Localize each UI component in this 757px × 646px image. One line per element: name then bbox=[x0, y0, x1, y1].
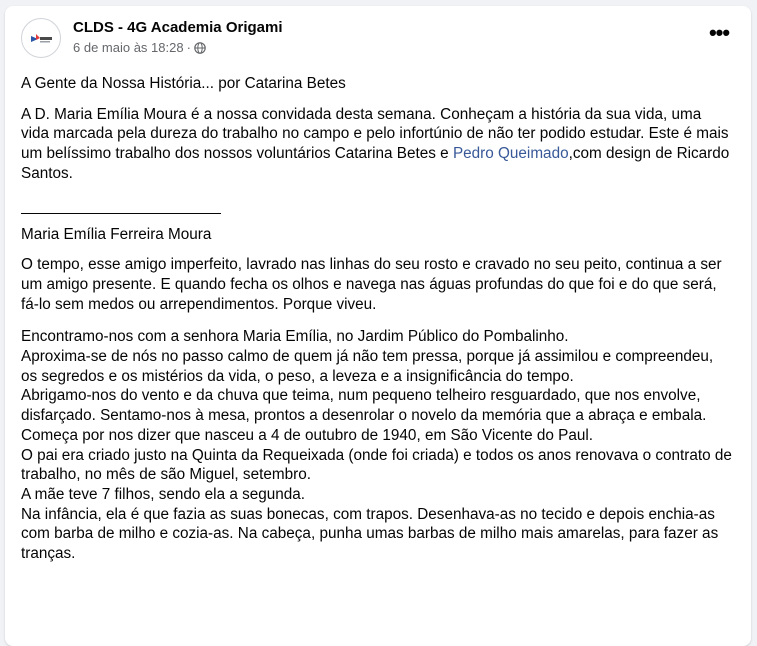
meta-separator: · bbox=[186, 40, 191, 55]
mention-link[interactable]: Pedro Queimado bbox=[452, 145, 569, 163]
intro-text-part1: A D. Maria Emília Moura é a nossa convidada desta semana. Conheçam a história da sua vida, uma vida marcada pela dureza do trabalho no campo e pelo infortúnio de não ter podido estudar. Este é mais um belíssimo trabalho dos nossos voluntários Catarina Betes e bbox=[21, 105, 729, 163]
intro-text-part2: ,com design de Ricardo Santos. bbox=[21, 145, 730, 182]
post-header bbox=[21, 18, 737, 58]
post-card bbox=[5, 6, 751, 646]
page-name[interactable]: CLDS - 4G Academia Origami bbox=[73, 19, 283, 36]
post-timestamp[interactable]: 6 de maio às 18:28 bbox=[73, 40, 184, 55]
paragraph-1: O tempo, esse amigo imperfeito, lavrado nas linhas do seu rosto e cravado no seu peito, continua a ser um amigo presente. E quando fecha os olhos e navega nas águas profundas do que foi e do que será, fá-lo sem medos ou arrependimentos. Porque viveu. bbox=[21, 256, 722, 313]
subject-name: Maria Emília Ferreira Moura bbox=[21, 225, 212, 243]
globe-icon[interactable] bbox=[194, 42, 206, 54]
page-avatar[interactable] bbox=[21, 18, 61, 58]
post-body bbox=[21, 74, 733, 577]
post-meta bbox=[73, 40, 206, 55]
page-logo-icon bbox=[22, 19, 60, 57]
more-options-button[interactable] bbox=[701, 20, 737, 56]
post-title: A Gente da Nossa História... por Catarina Betes bbox=[21, 75, 346, 92]
post-intro bbox=[21, 105, 733, 184]
paragraph-2: Encontramo-nos com a senhora Maria Emília, no Jardim Público do Pombalinho. Aproxima-se de nós no passo calmo de quem já não tem pressa, porque já assimilou e compreendeu, os segredos e os mistérios da vida, o peso, a leveza e a insignificância do tempo. Abrigamo-nos do vento e da chuva que teima, num pequeno telheiro resguardado, que nos envolve, disfarçado. Sentamo-nos à mesa, prontos a desenrolar o novelo da memória que a abraça e embala. Começa por nos dizer que nasceu a 4 de outubro de 1940, em São Vicente do Paul. O pai era criado justo na Quinta da Requeixada (onde foi criada) e todos os anos renovava o contrato de trabalho, no mês de são Miguel, setembro. A mãe teve 7 filhos, sendo ela a segunda. Na infância, ela é que fazia as suas bonecas, com trapos. Desenhava-as no tecido e depois enchia-as com barba de milho e cozia-as. Na cabeça, punha umas barbas de milho mais amarelas, para fazer as tranças. bbox=[21, 328, 732, 563]
text-divider bbox=[21, 197, 733, 217]
more-horizontal-icon: ••• bbox=[708, 20, 730, 45]
